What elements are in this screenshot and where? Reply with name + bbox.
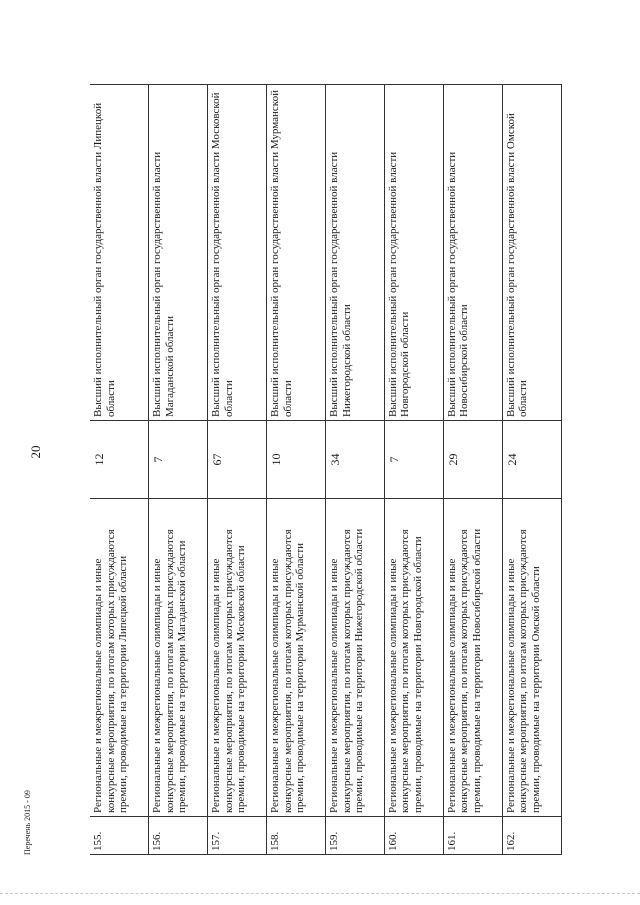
row-number: 156. — [149, 817, 208, 855]
organizer: Высший исполнительный орган государственной власти Нижегородской области — [326, 85, 385, 421]
event-name: Региональные и межрегиональные олимпиады и иные конкурсные мероприятия, по итогам которых присуждаются премии, проводимые на территории Омской области — [502, 499, 561, 817]
scan-edge-line — [0, 893, 640, 894]
organizer: Высший исполнительный орган государственной власти Магаданской области — [149, 85, 208, 421]
row-number: 157. — [208, 817, 267, 855]
organizer: Высший исполнительный орган государственной власти Московской области — [208, 85, 267, 421]
organizer: Высший исполнительный орган государственной власти Мурманской области — [267, 85, 326, 421]
event-name: Региональные и межрегиональные олимпиады и иные конкурсные мероприятия, по итогам которых присуждаются премии, проводимые на территории Новгородской области — [384, 499, 443, 817]
table-row — [443, 85, 502, 855]
event-name: Региональные и межрегиональные олимпиады и иные конкурсные мероприятия, по итогам которых присуждаются премии, проводимые на территории Новосибирской области — [443, 499, 502, 817]
event-name: Региональные и межрегиональные олимпиады и иные конкурсные мероприятия, по итогам которых присуждаются премии, проводимые на территории Московской области — [208, 499, 267, 817]
event-count: 10 — [267, 421, 326, 499]
event-name: Региональные и межрегиональные олимпиады и иные конкурсные мероприятия, по итогам которых присуждаются премии, проводимые на территории Магаданской области — [149, 499, 208, 817]
event-count: 24 — [502, 421, 561, 499]
event-count: 7 — [384, 421, 443, 499]
event-count: 67 — [208, 421, 267, 499]
row-number: 155. — [90, 817, 149, 855]
event-count: 34 — [326, 421, 385, 499]
document-table-region — [90, 85, 620, 855]
table-row — [384, 85, 443, 855]
organizer: Высший исполнительный орган государственной власти Новосибирской области — [443, 85, 502, 421]
table-row — [149, 85, 208, 855]
row-number: 158. — [267, 817, 326, 855]
table-row — [208, 85, 267, 855]
event-name: Региональные и межрегиональные олимпиады и иные конкурсные мероприятия, по итогам которых присуждаются премии, проводимые на территории Нижегородской области — [326, 499, 385, 817]
page-number: 20 — [28, 445, 43, 459]
event-name: Региональные и межрегиональные олимпиады и иные конкурсные мероприятия, по итогам которых присуждаются премии, проводимые на территории Мурманской области — [267, 499, 326, 817]
organizer: Высший исполнительный орган государственной власти Новгородской области — [384, 85, 443, 421]
row-number: 160. — [384, 817, 443, 855]
event-count: 7 — [149, 421, 208, 499]
event-count: 12 — [90, 421, 149, 499]
table-row — [502, 85, 561, 855]
organizer: Высший исполнительный орган государственной власти Липецкой области — [90, 85, 149, 421]
document-footer: Перечень 2015 - 09 — [23, 790, 32, 855]
row-number: 159. — [326, 817, 385, 855]
table-row — [90, 85, 149, 855]
table-row — [326, 85, 385, 855]
row-number: 162. — [502, 817, 561, 855]
event-name: Региональные и межрегиональные олимпиады и иные конкурсные мероприятия, по итогам которых присуждаются премии, проводимые на территории Липецкой области — [90, 499, 149, 817]
row-number: 161. — [443, 817, 502, 855]
organizer: Высший исполнительный орган государственной власти Омской области — [502, 85, 561, 421]
table-row — [267, 85, 326, 855]
olympiad-list-table — [90, 84, 562, 855]
event-count: 29 — [443, 421, 502, 499]
